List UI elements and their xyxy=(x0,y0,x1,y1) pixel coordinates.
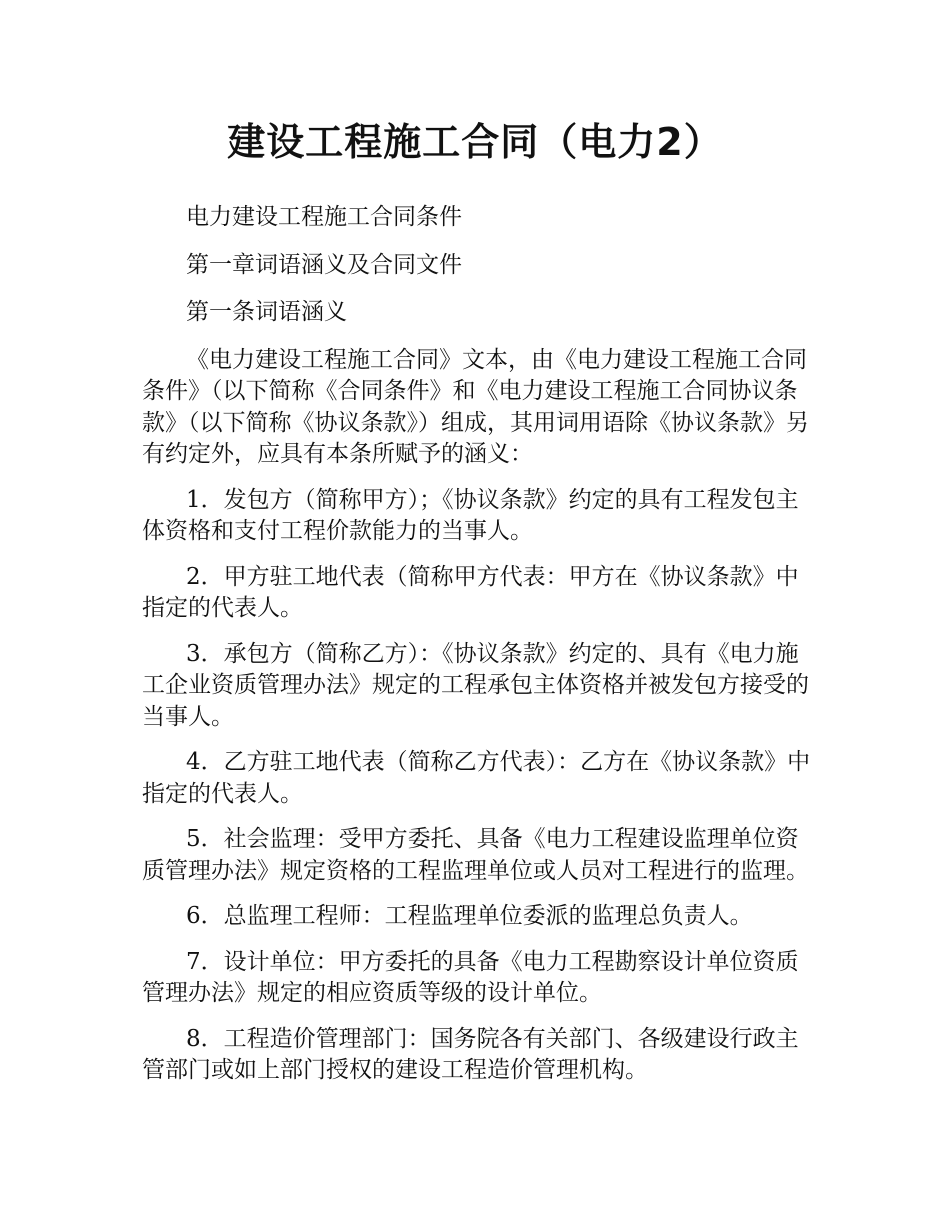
definition-item-5: 5．社会监理：受甲方委托、具备《电力工程建设监理单位资质管理办法》规定资格的工程监理单位或人员对工程进行的监理。 xyxy=(142,826,809,884)
definition-item-8: 8．工程造价管理部门：国务院各有关部门、各级建设行政主管部门或如上部门授权的建设工程造价管理机构。 xyxy=(142,1025,799,1083)
document-body xyxy=(142,202,814,1101)
definition-item-7: 7．设计单位：甲方委托的具备《电力工程勘察设计单位资质管理办法》规定的相应资质等级的设计单位。 xyxy=(142,948,799,1006)
definition-item-2: 2．甲方驻工地代表（简称甲方代表：甲方在《协议条款》中指定的代表人。 xyxy=(142,563,799,621)
definition-item-6: 6．总监理工程师：工程监理单位委派的监理总负责人。 xyxy=(186,903,753,929)
article-heading: 第一条词语涵义 xyxy=(186,299,347,325)
definition-item-4: 4．乙方驻工地代表（简称乙方代表）：乙方在《协议条款》中指定的代表人。 xyxy=(142,749,811,807)
intro-paragraph: 《电力建设工程施工合同》文本，由《电力建设工程施工合同条件》（以下简称《合同条件》和《电力建设工程施工合同协议条款》（以下简称《协议条款》）组成，其用词用语除《协议条款》另有约定外，应具有本条所赋予的涵义： xyxy=(142,346,809,467)
definition-item-3: 3．承包方（简称乙方）：《协议条款》约定的、具有《电力施工企业资质管理办法》规定的工程承包主体资格并被发包方接受的当事人。 xyxy=(142,640,809,730)
section-heading: 电力建设工程施工合同条件 xyxy=(186,204,462,230)
document-title: 建设工程施工合同（电力2） xyxy=(227,120,723,164)
chapter-heading: 第一章词语涵义及合同文件 xyxy=(186,251,462,278)
definition-item-1: 1．发包方（简称甲方）；《协议条款》约定的具有工程发包主体资格和支付工程价款能力的当事人。 xyxy=(142,486,799,544)
